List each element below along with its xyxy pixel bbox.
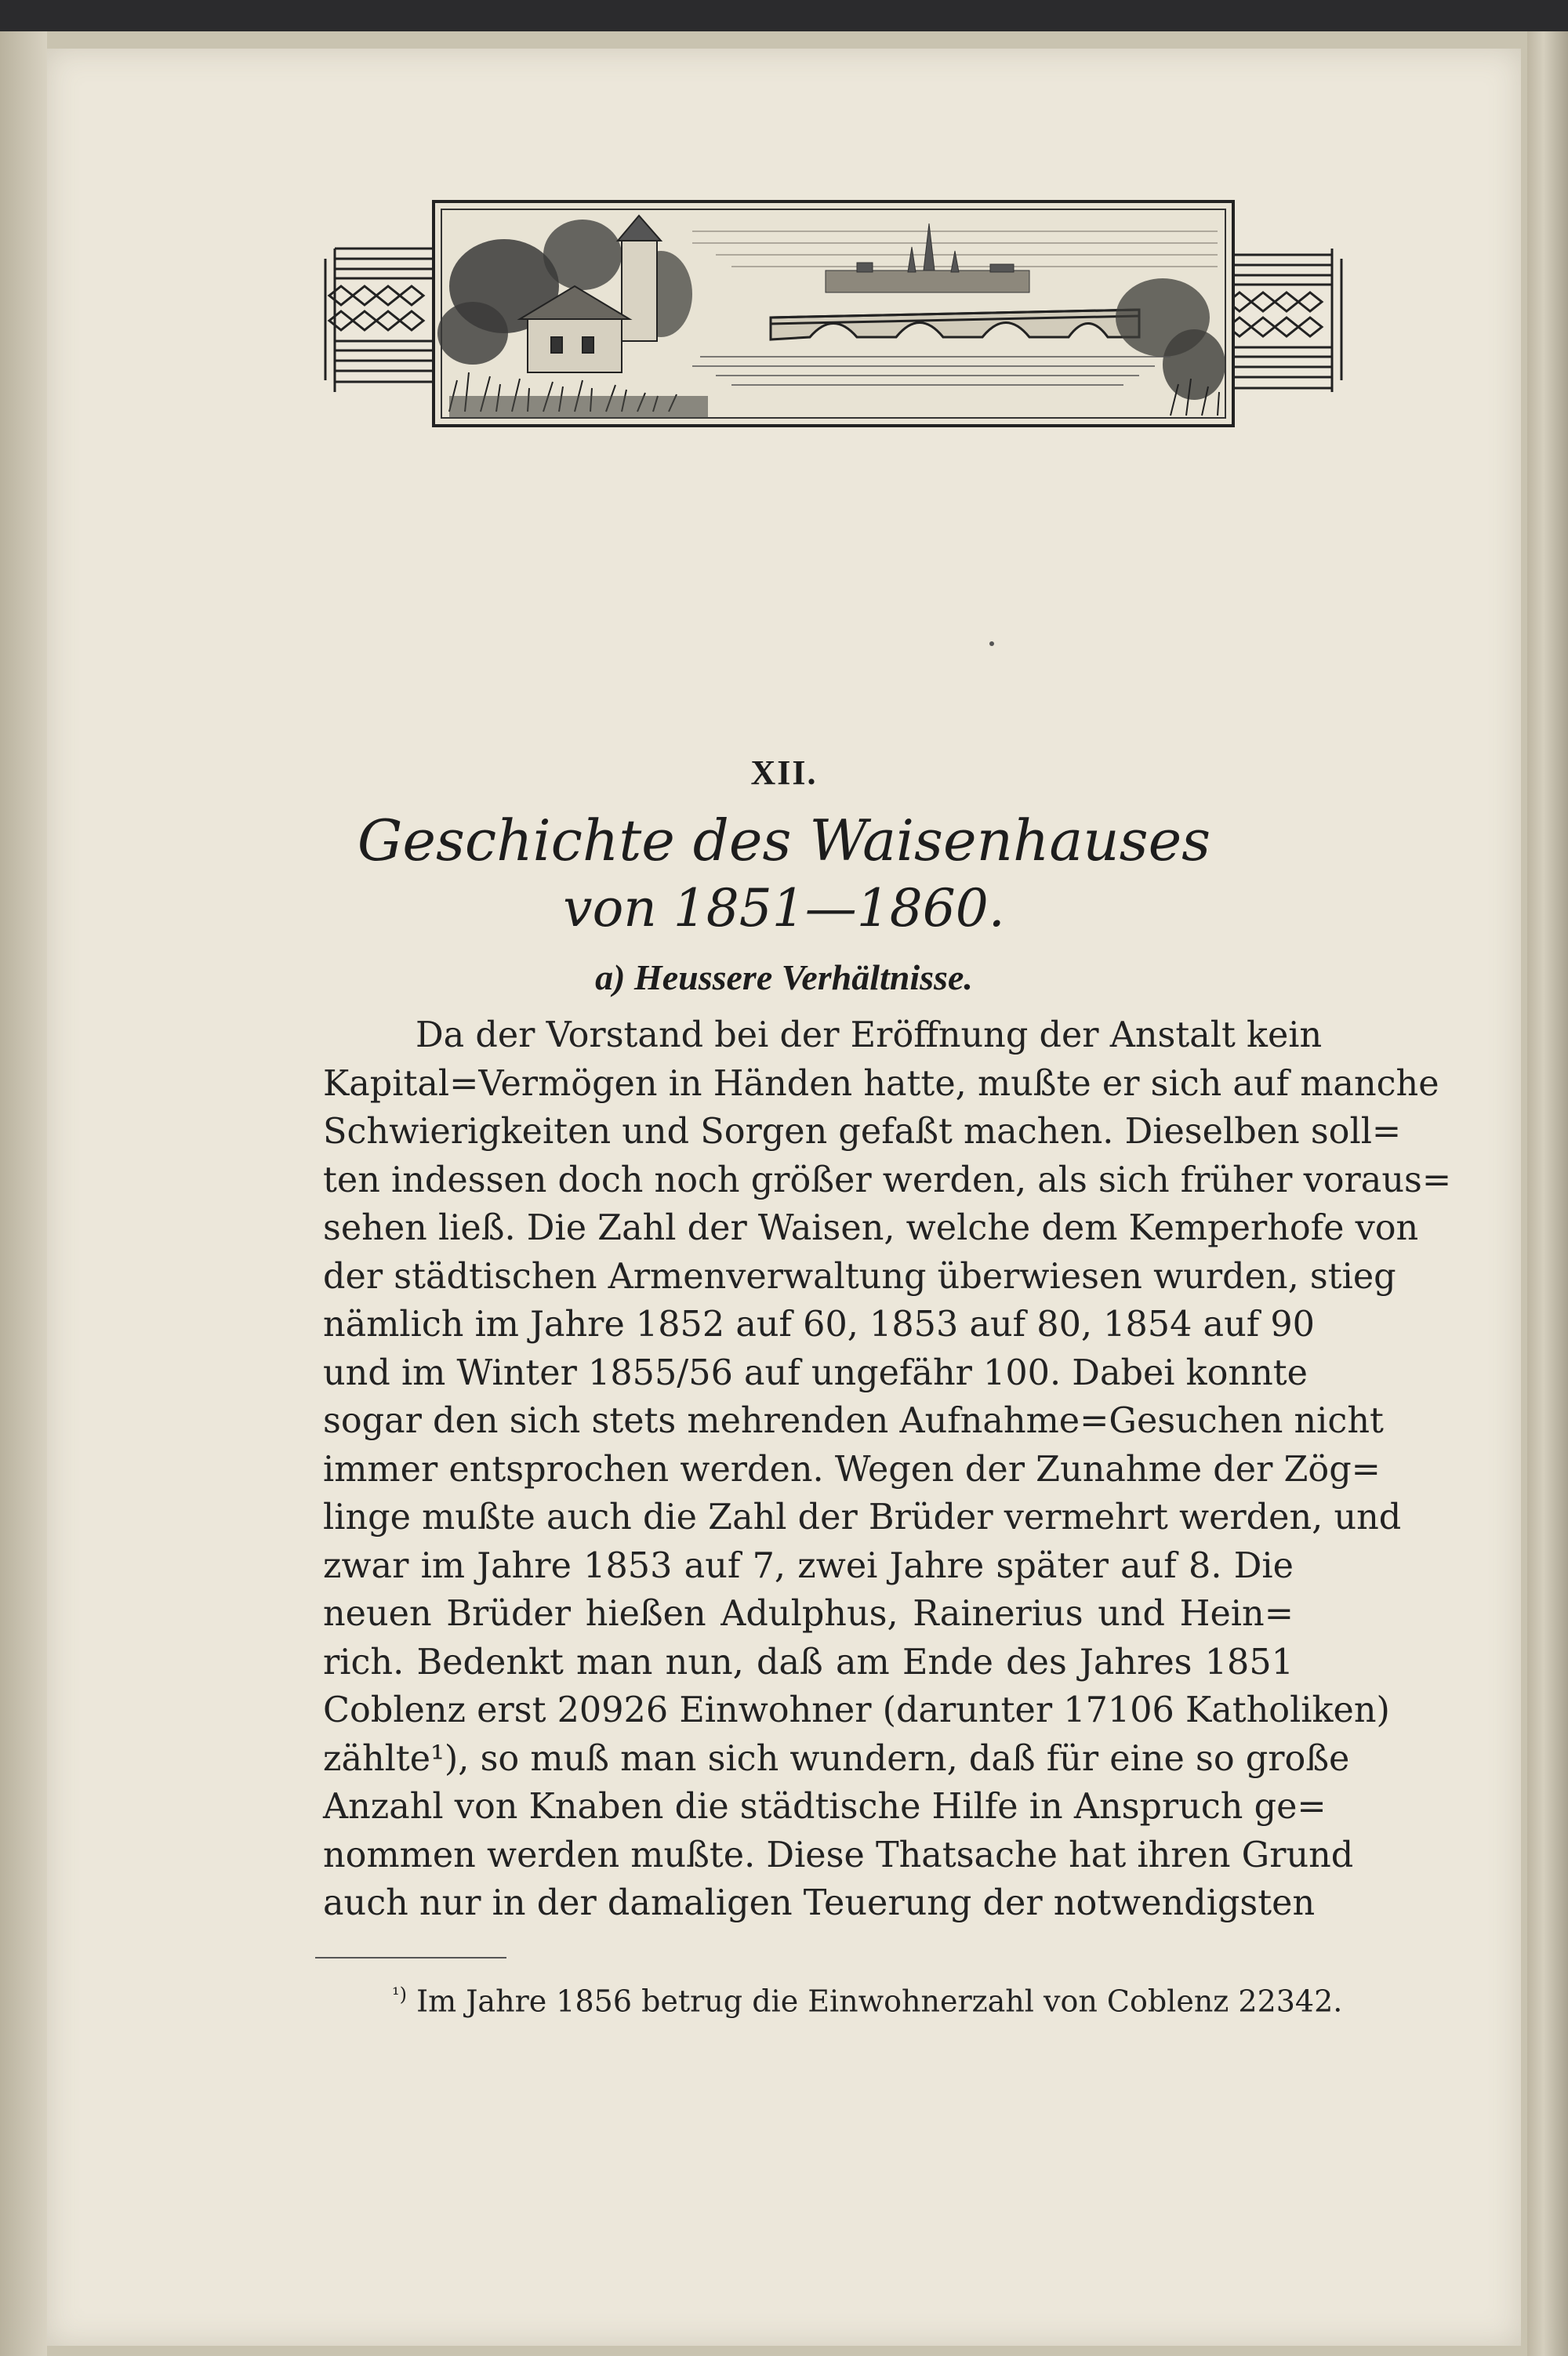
- left-ornament: [325, 249, 434, 392]
- text-line: linge mußte auch die Zahl der Brüder vermehrt werden, und: [323, 1497, 1402, 1537]
- text-line: auch nur in der damaligen Teuerung der notwendigsten: [323, 1883, 1316, 1923]
- right-ornament: [1228, 249, 1341, 392]
- text-line: nommen werden mußte. Diese Thatsache hat ihren Grund: [323, 1835, 1354, 1875]
- page-right-edge: [1527, 31, 1568, 2356]
- text-line: rich. Bedenkt man nun, daß am Ende des Jahres 1851: [323, 1642, 1294, 1683]
- page-speck: [989, 641, 994, 646]
- chapter-number: XII.: [750, 753, 818, 792]
- text-line: der städtischen Armenverwaltung überwiesen wurden, stieg: [323, 1256, 1396, 1297]
- text-line: und im Winter 1855/56 auf ungefähr 100. Dabei konnte: [323, 1352, 1308, 1393]
- page-left-edge: [0, 31, 47, 2356]
- section-heading: a) Heussere Verhältnisse.: [595, 957, 973, 997]
- text-line: nämlich im Jahre 1852 auf 60, 1853 auf 80, 1854 auf 90: [323, 1305, 1315, 1345]
- text-line: zählte¹), so muß man sich wundern, daß für eine so große: [323, 1738, 1350, 1779]
- text-line: neuen Brüder hießen Adulphus, Rainerius und Hein=: [323, 1594, 1294, 1634]
- text-line: Da der Vorstand bei der Eröffnung der Anstalt kein: [416, 1015, 1323, 1055]
- footnote: [392, 1984, 1342, 2019]
- footnote-text: Im Jahre 1856 betrug die Einwohnerzahl von Coblenz 22342.: [416, 1984, 1343, 2019]
- text-line: Anzahl von Knaben die städtische Hilfe in Anspruch ge=: [323, 1787, 1327, 1827]
- text-line: sehen ließ. Die Zahl der Waisen, welche dem Kemperhofe von: [323, 1208, 1419, 1248]
- body-text: [323, 1011, 1452, 1928]
- text-line: Schwierigkeiten und Sorgen gefaßt machen. Dieselben soll=: [323, 1112, 1402, 1152]
- chapter-title-line-2: von 1851—1860.: [563, 878, 1005, 938]
- text-line: sogar den sich stets mehrenden Aufnahme=Gesuchen nicht: [323, 1401, 1384, 1441]
- text-line: zwar im Jahre 1853 auf 7, zwei Jahre später auf 8. Die: [323, 1545, 1294, 1586]
- text-line: Coblenz erst 20926 Einwohner (darunter 17106 Katholiken): [323, 1690, 1390, 1730]
- chapter-title-line-1: Geschichte des Waisenhauses: [357, 808, 1211, 873]
- text-line: Kapital=Vermögen in Händen hatte, mußte er sich auf manche: [323, 1063, 1439, 1104]
- footnote-marker: ¹): [392, 1984, 407, 2006]
- vignette-illustration: [324, 200, 1345, 427]
- footnote-divider: [315, 1957, 506, 1958]
- text-line: ten indessen doch noch größer werden, als sich früher voraus=: [323, 1160, 1452, 1200]
- text-line: immer entsprochen werden. Wegen der Zunahme der Zög=: [323, 1449, 1381, 1490]
